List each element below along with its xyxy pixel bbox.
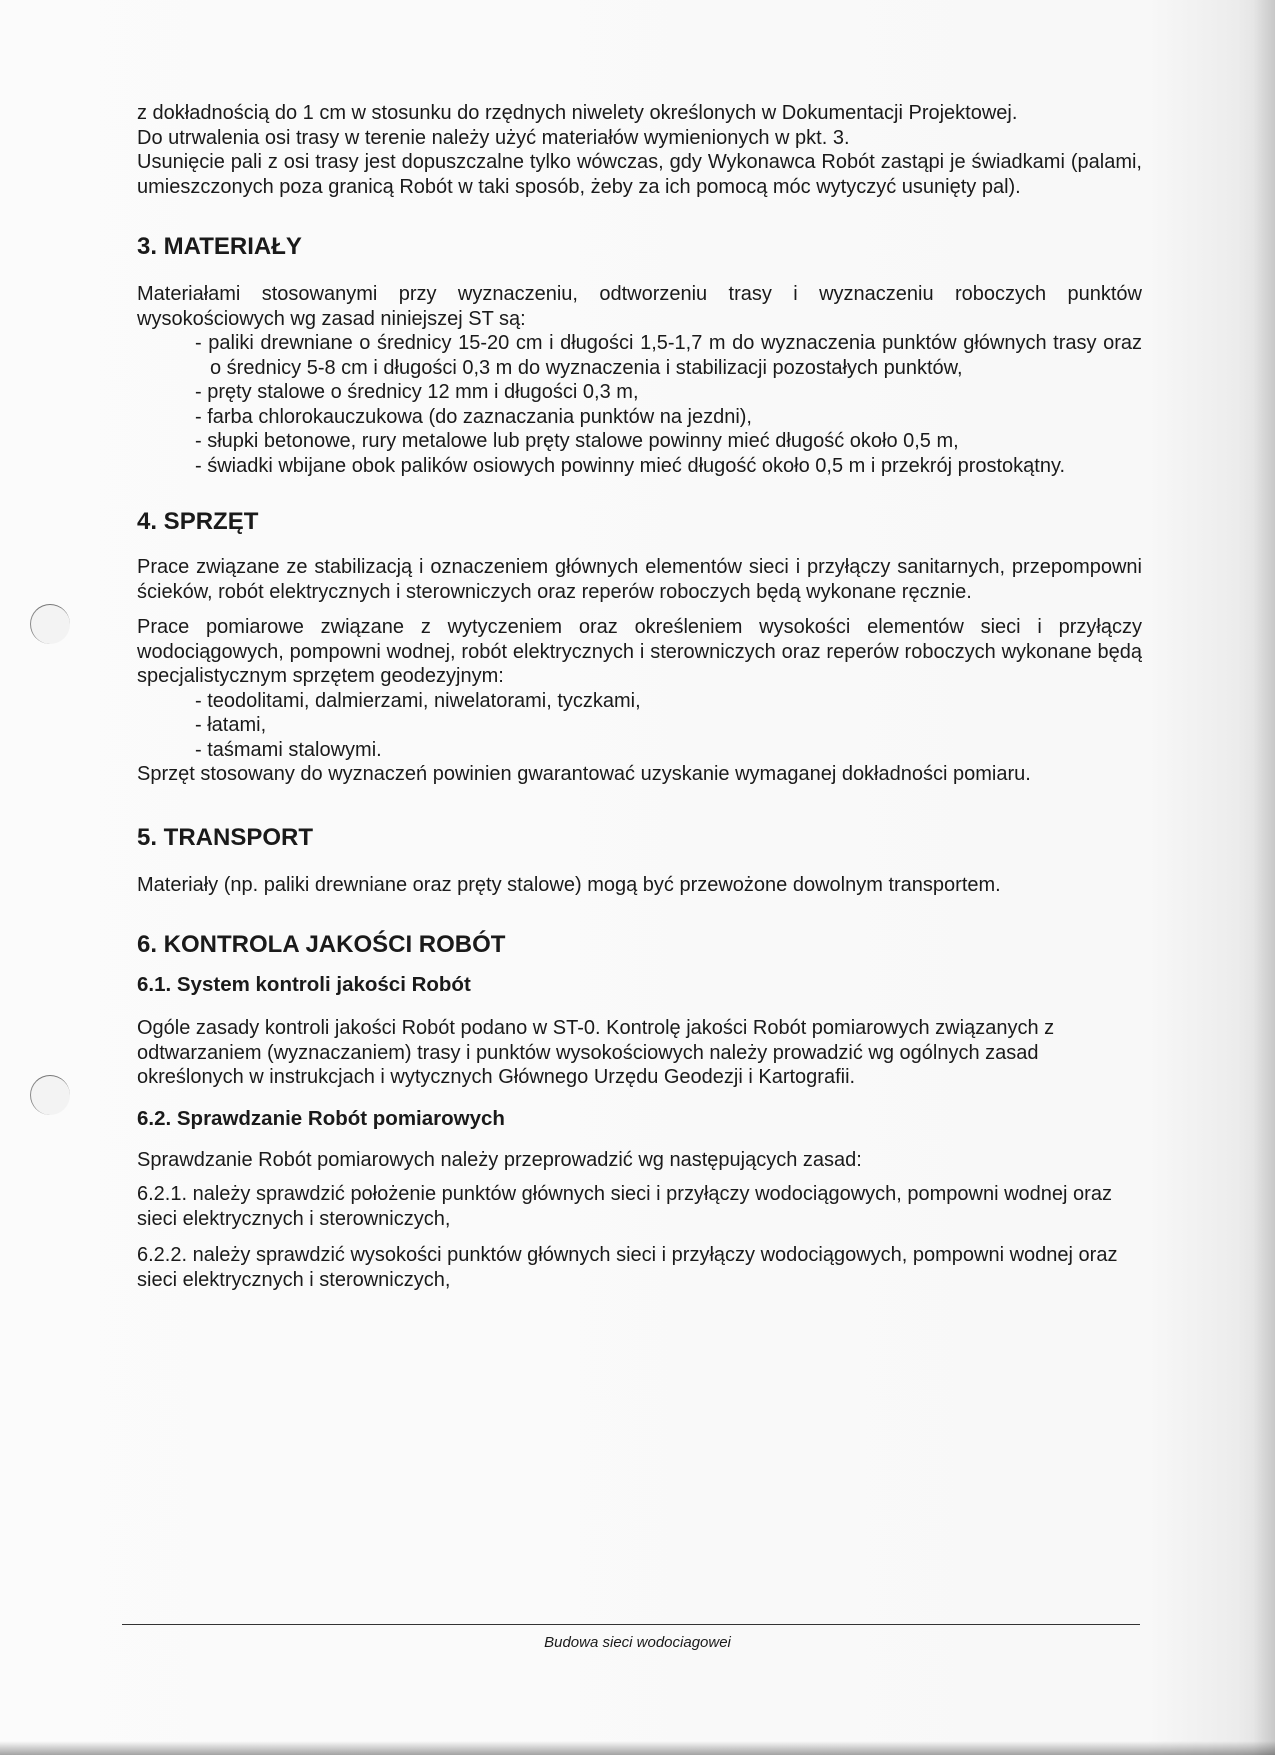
equipment-paragraph: Prace związane ze stabilizacją i oznaczeniem głównych elementów sieci i przyłączy sanitarnych, przepompowni ścieków, robót elektrycznych i sterowniczych oraz reperów roboczych będą wykonane ręcznie. bbox=[137, 556, 1142, 603]
section-heading-equipment: 4. SPRZĘT bbox=[137, 508, 259, 535]
list-item: - paliki drewniane o średnicy 15-20 cm i długości 1,5-1,7 m do wyznaczenia punktów głównych trasy oraz o średnicy 5-8 cm i długości 0,3 m do wyznaczenia i stabilizacji pozostałych punktów, bbox=[195, 332, 1142, 379]
intro-paragraph: Usunięcie pali z osi trasy jest dopuszczalne tylko wówczas, gdy Wykonawca Robót zastąpi je świadkami (palami, umieszczonych poza granicą Robót w taki sposób, żeby za ich pomocą móc wytyczyć usunięty pal). bbox=[137, 151, 1142, 198]
page-content bbox=[137, 101, 1142, 1292]
equipment-paragraph: Prace pomiarowe związane z wytyczeniem oraz określeniem wysokości elementów sieci i przyłączy wodociągowych, pompowni wodnej, robót elektrycznych i sterowniczych oraz reperów roboczych wykonane będą specjalistycznym sprzętem geodezyjnym: bbox=[137, 616, 1142, 687]
survey-check-item: 6.2.1. należy sprawdzić położenie punktów głównych sieci i przyłączy wodociągowych, pompowni wodnej oraz sieci elektrycznych i sterowniczych, bbox=[137, 1183, 1112, 1230]
transport-paragraph: Materiały (np. paliki drewniane oraz pręty stalowe) mogą być przewożone dowolnym transportem. bbox=[137, 873, 1001, 896]
list-item: - świadki wbijane obok palików osiowych powinny mieć długość około 0,5 m i przekrój prostokątny. bbox=[195, 454, 1066, 477]
section-heading-transport: 5. TRANSPORT bbox=[137, 823, 314, 851]
punch-hole bbox=[30, 1075, 70, 1115]
footer-text: Budowa sieci wodociagowei bbox=[544, 1634, 731, 1651]
subsection-heading: 6.1. System kontroli jakości Robót bbox=[137, 973, 471, 996]
list-item: - słupki betonowe, rury metalowe lub pręty stalowe powinny mieć długość około 0,5 m, bbox=[195, 430, 959, 452]
subsection-heading: 6.2. Sprawdzanie Robót pomiarowych bbox=[137, 1106, 505, 1130]
section-heading-quality-control: 6. KONTROLA JAKOŚCI ROBÓT bbox=[137, 931, 506, 958]
footer-divider bbox=[122, 1624, 1140, 1625]
punch-hole bbox=[30, 604, 70, 644]
survey-check-item: 6.2.2. należy sprawdzić wysokości punktów głównych sieci i przyłączy wodociągowych, pompowni wodnej oraz sieci elektrycznych i sterowniczych, bbox=[137, 1244, 1118, 1291]
intro-paragraph: z dokładnością do 1 cm w stosunku do rzędnych niwelety określonych w Dokumentacji Projektowej. bbox=[137, 102, 1018, 124]
quality-control-paragraph: Ogóle zasady kontroli jakości Robót podano w ST-0. Kontrolę jakości Robót pomiarowych związanych z odtwarzaniem (wyznaczaniem) trasy i punktów wysokościowych należy prowadzić wg ogólnych zasad określonych w instrukcjach i wytycznych Głównego Urzędu Geodezji i Kartografii. bbox=[137, 1017, 1055, 1088]
list-item: - teodolitami, dalmierzami, niwelatorami, tyczkami, bbox=[195, 689, 641, 712]
list-item: - farba chlorokauczukowa (do zaznaczania punktów na jezdni), bbox=[195, 405, 752, 428]
materials-intro: Materiałami stosowanymi przy wyznaczeniu, odtworzeniu trasy i wyznaczeniu roboczych punktów wysokościowych wg zasad niniejszej ST są: bbox=[137, 283, 1142, 330]
list-item: - taśmami stalowymi. bbox=[195, 738, 382, 761]
equipment-paragraph: Sprzęt stosowany do wyznaczeń powinien gwarantować uzyskanie wymaganej dokładności pomiaru. bbox=[137, 763, 1031, 785]
page-edge-shadow bbox=[1253, 0, 1275, 1755]
section-heading-materials: 3. MATERIAŁY bbox=[137, 233, 302, 260]
survey-check-paragraph: Sprawdzanie Robót pomiarowych należy przeprowadzić wg następujących zasad: bbox=[137, 1148, 862, 1171]
equipment-list bbox=[137, 689, 1142, 763]
intro-paragraph: Do utrwalenia osi trasy w terenie należy użyć materiałów wymienionych w pkt. 3. bbox=[137, 126, 850, 149]
list-item: - pręty stalowe o średnicy 12 mm i długości 0,3 m, bbox=[195, 381, 639, 403]
materials-list bbox=[137, 331, 1142, 478]
list-item: - łatami, bbox=[195, 714, 267, 736]
page-bottom-shadow bbox=[0, 1741, 1275, 1755]
